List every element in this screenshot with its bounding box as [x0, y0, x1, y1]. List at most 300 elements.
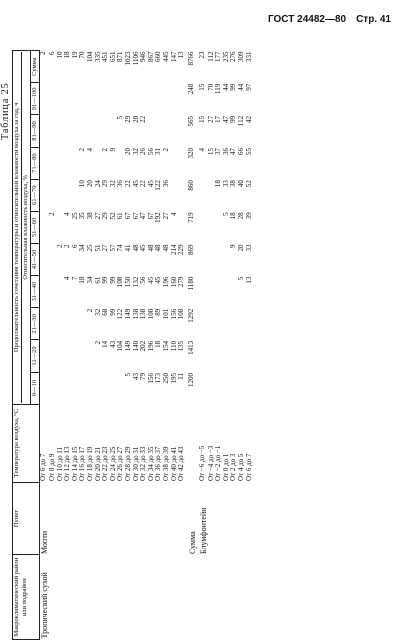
value-cell	[171, 147, 179, 179]
value-cell	[208, 276, 216, 308]
value-cell	[199, 340, 208, 372]
value-cell	[95, 115, 103, 147]
point-cell	[117, 482, 125, 555]
sum-cell: 19	[70, 51, 79, 59]
point-cell	[133, 482, 141, 555]
table-row	[49, 51, 57, 640]
value-cell	[171, 115, 179, 147]
value-cell	[178, 115, 186, 147]
value-cell	[95, 147, 103, 179]
sum-cell: 177	[214, 51, 223, 62]
value-cell: 47	[221, 115, 230, 123]
temp-cell	[186, 404, 199, 482]
value-cell: 202	[139, 340, 148, 352]
value-cell: 2	[161, 148, 170, 152]
value-cell: 2	[85, 308, 94, 313]
temp-cell: От 8 до 9	[48, 453, 56, 482]
value-cell: 108	[177, 308, 186, 320]
value-cell	[49, 308, 57, 340]
value-cell	[178, 179, 186, 211]
sum-label: Сумма	[187, 531, 197, 554]
value-cell	[57, 340, 65, 372]
value-cell	[155, 115, 163, 147]
value-cell: 4	[169, 212, 178, 216]
temp-cell: От 14 до 15	[70, 446, 79, 482]
value-cell: 18	[214, 180, 223, 188]
value-cell: 11	[177, 373, 186, 380]
value-cell	[171, 179, 179, 211]
value-cell	[95, 83, 103, 115]
value-cell	[199, 372, 208, 404]
value-cell	[171, 83, 179, 115]
point-cell	[72, 482, 80, 555]
value-cell: 34	[85, 276, 94, 284]
value-cell	[64, 340, 72, 372]
region-cell	[223, 555, 231, 640]
rh-header: 51—60	[31, 211, 40, 243]
point-cell	[208, 482, 216, 555]
sum-cell: 6	[48, 51, 56, 55]
temp-cell: От 6 до 7	[244, 453, 253, 482]
value-cell: 44	[221, 83, 230, 91]
value-cell	[223, 308, 231, 340]
value-cell	[95, 372, 103, 404]
temp-cell: От 10 до 11	[55, 446, 64, 482]
value-cell	[215, 276, 223, 308]
value-cell	[72, 83, 80, 115]
value-cell: 10	[78, 180, 87, 188]
value-cell: 149	[123, 340, 132, 352]
region-cell	[140, 555, 148, 640]
value-cell	[199, 211, 208, 243]
value-cell	[110, 372, 118, 404]
value-cell	[102, 372, 110, 404]
value-cell: 14	[101, 340, 110, 348]
value-cell: 2	[55, 244, 64, 248]
value-cell	[223, 372, 231, 404]
value-cell: 51	[93, 244, 102, 252]
sum-cell: 1023	[123, 51, 132, 66]
sum-row	[186, 51, 199, 640]
value-cell	[64, 147, 72, 179]
temp-cell: От 32 до 33	[139, 446, 148, 482]
region-cell	[95, 555, 103, 640]
value-cell	[199, 308, 208, 340]
value-cell: 27	[161, 212, 170, 220]
point-cell	[148, 482, 156, 555]
value-cell: 9	[108, 148, 117, 152]
value-cell: 29	[101, 180, 110, 188]
value-cell	[215, 372, 223, 404]
value-cell: 27	[206, 115, 215, 123]
value-cell	[72, 372, 80, 404]
value-cell	[40, 147, 50, 179]
value-cell: 40	[237, 180, 246, 188]
sum-cell: 309	[237, 51, 246, 62]
value-cell: 160	[169, 276, 178, 288]
value-cell	[230, 372, 238, 404]
value-cell	[64, 83, 72, 115]
value-cell: 17	[214, 115, 223, 123]
value-cell	[49, 83, 57, 115]
value-cell: 192	[154, 212, 163, 223]
table-row	[246, 51, 254, 640]
point-cell	[125, 482, 133, 555]
temp-cell: От 4 до 5	[237, 453, 246, 482]
value-cell: 214	[169, 244, 178, 255]
value-cell	[238, 340, 246, 372]
rh-header: 81—90	[31, 115, 40, 147]
value-cell: 37	[214, 148, 223, 156]
sum-cell: 660	[154, 51, 163, 62]
sum-cell: 1106	[131, 51, 140, 66]
value-cell	[117, 372, 125, 404]
sum-cell: 276	[229, 51, 238, 62]
value-cell	[199, 243, 208, 275]
value-cell	[208, 372, 216, 404]
value-cell	[178, 211, 186, 243]
value-cell: 138	[139, 308, 148, 320]
page-header	[268, 14, 391, 25]
region-cell	[238, 555, 246, 640]
value-cell: 154	[161, 340, 170, 352]
value-cell	[199, 179, 208, 211]
table-row	[64, 51, 72, 640]
value-cell: 2	[63, 244, 72, 248]
table-row	[230, 51, 238, 640]
value-cell: 68	[101, 308, 110, 316]
value-cell: 196	[146, 340, 155, 352]
rh-header: 21—30	[31, 308, 40, 340]
value-cell: 99	[108, 276, 117, 284]
sum-cell: 23	[197, 51, 206, 59]
sum-value: 1200	[186, 373, 195, 388]
value-cell	[148, 83, 156, 115]
value-cell	[40, 340, 50, 372]
value-cell	[40, 211, 50, 243]
value-cell	[148, 115, 156, 147]
value-cell: 45	[146, 180, 155, 188]
value-cell	[87, 115, 95, 147]
value-cell: 70	[206, 83, 215, 91]
value-cell	[208, 308, 216, 340]
value-cell: 52	[108, 212, 117, 220]
sum-cell: 147	[169, 51, 178, 62]
value-cell: 31	[154, 148, 163, 156]
value-cell: 4	[63, 212, 72, 216]
region-cell	[215, 555, 223, 640]
value-cell	[215, 211, 223, 243]
value-cell: 36	[116, 180, 125, 188]
point-cell	[215, 482, 223, 555]
value-cell	[57, 276, 65, 308]
value-cell	[49, 340, 57, 372]
value-cell	[57, 147, 65, 179]
value-cell: 229	[177, 244, 186, 255]
value-cell	[72, 308, 80, 340]
value-cell: 61	[93, 276, 102, 284]
value-cell	[57, 115, 65, 147]
value-cell	[238, 308, 246, 340]
temp-cell: От 24 до 25	[108, 446, 117, 482]
value-cell: 45	[154, 276, 163, 284]
value-cell: 99	[101, 276, 110, 284]
value-cell	[102, 115, 110, 147]
point-cell	[238, 482, 246, 555]
temp-cell: От 42 до 43	[177, 446, 186, 482]
point-cell: Блумфонтейн	[198, 507, 208, 554]
region-cell	[125, 555, 133, 640]
value-cell	[230, 340, 238, 372]
value-cell: 56	[139, 276, 148, 284]
sum-cell: 335	[93, 51, 102, 62]
region-cell	[79, 555, 87, 640]
value-cell: 45	[146, 276, 155, 284]
value-cell: 56	[146, 148, 155, 156]
point-cell	[178, 482, 186, 555]
rotated-table-frame	[0, 50, 392, 640]
value-cell: 99	[229, 115, 238, 123]
sum-cell: 13	[177, 51, 186, 59]
value-cell: 97	[244, 83, 253, 91]
value-cell: 15	[197, 83, 206, 91]
region-cell	[87, 555, 95, 640]
rh-header: 71—80	[31, 147, 40, 179]
value-cell: 138	[131, 308, 140, 320]
value-cell	[110, 115, 118, 147]
region-cell	[199, 555, 208, 640]
sum-cell: 651	[108, 51, 117, 62]
sum-cell: 946	[139, 51, 148, 62]
value-cell	[102, 83, 110, 115]
value-cell	[57, 372, 65, 404]
value-cell	[57, 308, 65, 340]
value-cell: 39	[244, 212, 253, 220]
value-cell: 119	[214, 83, 223, 94]
temp-cell: От 28 до 29	[123, 446, 132, 482]
value-cell: 45	[131, 180, 140, 188]
value-cell	[223, 243, 231, 275]
value-cell: 5	[221, 212, 230, 216]
value-cell	[49, 147, 57, 179]
value-cell: 2	[101, 148, 110, 152]
region-cell	[72, 555, 80, 640]
temp-cell: От 6 до 7	[39, 453, 47, 482]
region-cell	[57, 555, 65, 640]
value-cell: 99	[229, 83, 238, 91]
value-cell: 149	[123, 308, 132, 320]
sum-cell: 2	[39, 51, 47, 55]
value-cell: 2	[78, 148, 87, 152]
value-cell	[64, 115, 72, 147]
value-cell: 52	[244, 180, 253, 188]
value-cell: 15	[197, 115, 206, 123]
region-cell	[171, 555, 179, 640]
value-cell: 29	[101, 212, 110, 220]
value-cell: 18	[229, 212, 238, 220]
point-cell	[64, 482, 72, 555]
sum-cell: 70	[78, 51, 87, 59]
value-cell: 41	[123, 244, 132, 252]
region-cell	[102, 555, 110, 640]
value-cell	[163, 83, 171, 115]
value-cell: 67	[131, 212, 140, 220]
point-cell	[57, 482, 65, 555]
value-cell: 22	[139, 180, 148, 188]
region-cell	[110, 555, 118, 640]
value-cell	[40, 83, 50, 115]
value-cell	[246, 372, 254, 404]
value-cell: 43	[108, 340, 117, 348]
value-cell: 48	[154, 244, 163, 252]
sum-value: 860	[186, 180, 195, 191]
value-cell: 173	[154, 373, 163, 384]
value-cell: 43	[131, 373, 140, 381]
rh-header: 11—20	[31, 340, 40, 372]
value-cell: 29	[123, 115, 132, 123]
rh-header: 61—70	[31, 179, 40, 211]
sum-value: 869	[186, 244, 195, 255]
grand-total: 8766	[186, 51, 195, 66]
value-cell: 35	[78, 212, 87, 220]
value-cell: 32	[108, 180, 117, 188]
value-cell: 32	[93, 308, 102, 316]
rh-header: 0—10	[31, 372, 40, 404]
value-cell	[230, 276, 238, 308]
rh-group-header: Относительная влажность воздуха, %	[21, 52, 30, 403]
value-cell: 5	[123, 373, 132, 377]
point-cell	[49, 482, 57, 555]
sum-value: 320	[186, 148, 195, 159]
value-cell	[72, 340, 80, 372]
value-cell	[40, 308, 50, 340]
value-cell: 140	[131, 340, 140, 352]
value-cell	[178, 147, 186, 179]
value-cell: 25	[70, 212, 79, 220]
value-cell: 22	[139, 115, 148, 123]
value-cell: 6	[70, 244, 79, 248]
col-region: Макроклиматический район или подрайон	[13, 555, 40, 640]
value-cell	[223, 276, 231, 308]
value-cell: 99	[108, 308, 117, 316]
region-cell: Тропический сухой	[40, 572, 49, 639]
value-cell: 9	[229, 244, 238, 248]
value-cell: 47	[139, 212, 148, 220]
value-cell: 66	[237, 148, 246, 156]
table-row	[223, 51, 231, 640]
value-cell: 22	[123, 180, 132, 188]
sum-value: 719	[186, 212, 195, 223]
table-caption: Продолжительность сочетания температуры и относительной влажности воздуха за год, ч	[13, 102, 20, 353]
temp-cell: От 36 до 37	[154, 446, 163, 482]
value-cell: 112	[237, 115, 246, 127]
region-cell	[186, 555, 199, 640]
table-row	[238, 51, 246, 640]
value-cell: 57	[108, 244, 117, 252]
value-cell	[64, 179, 72, 211]
value-cell: 132	[131, 276, 140, 288]
point-cell	[140, 482, 148, 555]
value-cell: 28	[237, 212, 246, 220]
value-cell: 196	[161, 276, 170, 288]
point-cell	[155, 482, 163, 555]
value-cell: 44	[237, 83, 246, 91]
value-cell	[49, 115, 57, 147]
sum-cell: 331	[244, 51, 253, 62]
value-cell: 74	[116, 244, 125, 252]
region-cell	[246, 555, 254, 640]
temp-cell: От 18 до 19	[85, 446, 94, 482]
value-cell: 27	[101, 244, 110, 252]
value-cell: 156	[169, 308, 178, 320]
value-cell	[87, 372, 95, 404]
value-cell: 48	[131, 244, 140, 252]
value-cell	[110, 83, 118, 115]
value-cell	[79, 83, 87, 115]
value-cell	[64, 372, 72, 404]
temp-cell: От 12 до 13	[63, 446, 72, 482]
temp-cell: От 0 до 1	[221, 453, 230, 482]
value-cell: 55	[244, 148, 253, 156]
rh-header: 41—50	[31, 243, 40, 275]
value-cell	[49, 243, 57, 275]
value-cell: 195	[169, 373, 178, 384]
value-cell	[246, 308, 254, 340]
value-cell: 13	[244, 276, 253, 284]
region-cell	[155, 555, 163, 640]
value-cell: 108	[116, 276, 125, 288]
sum-value: 1292	[186, 308, 195, 323]
table-row	[87, 51, 95, 640]
gost-number: ГОСТ 24482—80	[267, 14, 347, 25]
value-cell: 2	[93, 340, 102, 345]
value-cell: 47	[229, 148, 238, 156]
caption-cell	[13, 51, 31, 405]
value-cell: 67	[146, 212, 155, 220]
point-cell	[79, 482, 87, 555]
point-cell	[87, 482, 95, 555]
region-cell	[49, 555, 57, 640]
value-cell	[178, 83, 186, 115]
value-cell: 5	[237, 276, 246, 281]
value-cell: 42	[244, 115, 253, 123]
sum-cell: 451	[101, 51, 110, 62]
value-cell: 15	[206, 148, 215, 156]
data-table	[12, 50, 253, 640]
table-row	[57, 51, 65, 640]
table-row	[79, 51, 87, 640]
value-cell: 250	[161, 373, 170, 384]
value-cell	[72, 147, 80, 179]
value-cell	[208, 340, 216, 372]
temp-cell: От 34 до 35	[146, 446, 155, 482]
point-cell	[171, 482, 179, 555]
region-cell	[163, 555, 171, 640]
sum-cell: 18	[63, 51, 72, 59]
value-cell: 48	[161, 244, 170, 252]
point-cell	[246, 482, 254, 555]
table-row	[178, 51, 186, 640]
rh-header: 91—100	[31, 83, 40, 115]
value-cell: 67	[123, 212, 132, 220]
value-cell: 27	[93, 212, 102, 220]
value-cell	[72, 115, 80, 147]
point-cell	[163, 482, 171, 555]
temp-cell: От 38 до 39	[161, 446, 170, 482]
point-cell	[223, 482, 231, 555]
point-cell: Мопти	[40, 531, 49, 554]
value-cell: 100	[146, 308, 155, 320]
